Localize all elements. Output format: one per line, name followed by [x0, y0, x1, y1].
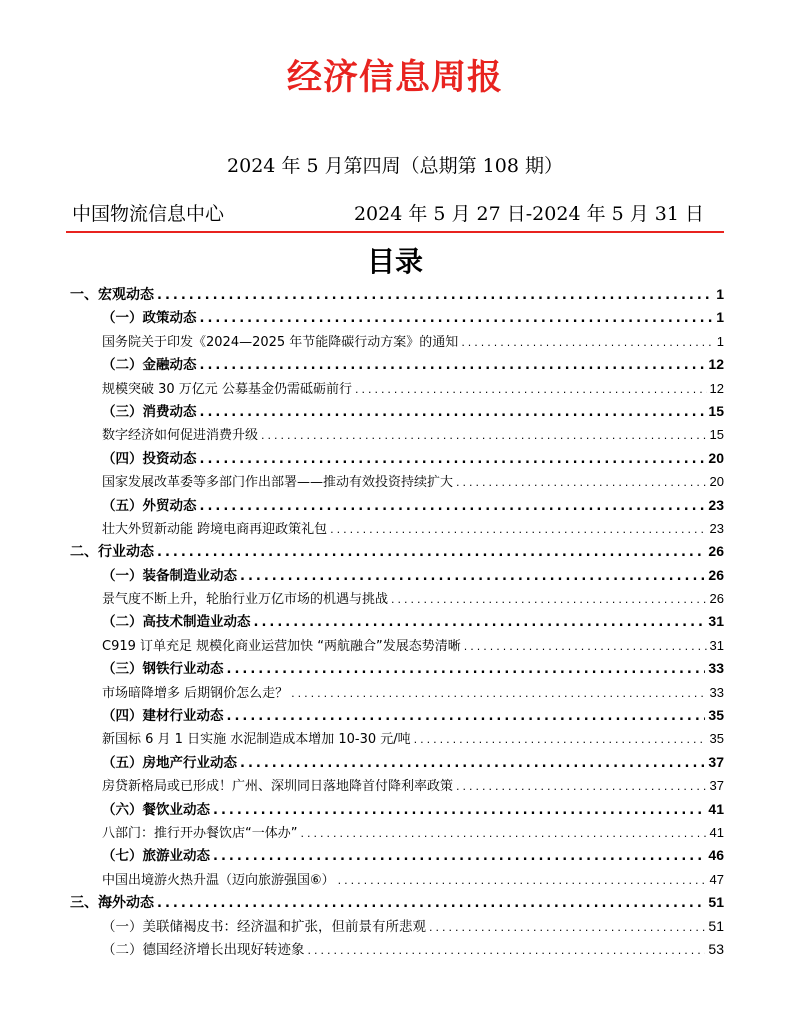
- toc-entry-text: 国家发展改革委等多部门作出部署——推动有效投资持续扩大: [102, 475, 454, 491]
- toc-entry-text: （二）金融动态: [102, 357, 197, 374]
- toc-entry-text: 市场暗降增多 后期钢价怎么走？: [102, 685, 289, 701]
- toc-entry[interactable]: [70, 330, 724, 353]
- toc-entry[interactable]: [70, 727, 724, 750]
- toc-entry-text: 八部门：推行开办餐饮店“一体办”: [102, 825, 298, 841]
- toc-entry-text: 新国标 6 月 1 日实施 水泥制造成本增加 10-30 元/吨: [102, 732, 411, 748]
- toc-entry-page: 35: [708, 707, 724, 724]
- toc-entry[interactable]: [70, 447, 724, 470]
- toc-entry-text: （六）餐饮业动态: [102, 801, 210, 818]
- toc-entry-page: 51: [708, 917, 724, 934]
- toc-entry-text: （一）装备制造业动态: [102, 567, 237, 584]
- toc-entry-page: 53: [708, 940, 724, 957]
- toc-entry-page: 33: [708, 660, 724, 677]
- toc-entry-text: 数字经济如何促进消费升级: [102, 428, 259, 444]
- toc-entry-page: 41: [708, 800, 724, 817]
- toc-entry[interactable]: [70, 494, 724, 517]
- toc-entry[interactable]: [70, 283, 724, 306]
- dot-leader: [157, 284, 713, 306]
- toc-entry[interactable]: [70, 470, 724, 493]
- toc-entry-page: 12: [709, 380, 724, 396]
- toc-entry-text: 房贷新格局或已形成！广州、深圳同日落地降首付降利率政策: [102, 779, 454, 795]
- toc-entry-page: 15: [708, 402, 724, 419]
- dot-leader: [355, 378, 707, 400]
- dot-leader: [330, 518, 706, 540]
- dot-leader: [240, 565, 705, 587]
- toc-entry-page: 37: [708, 753, 724, 770]
- toc-entry-page: 23: [709, 520, 724, 536]
- toc-entry[interactable]: [70, 891, 724, 914]
- toc-entry-page: 1: [716, 286, 724, 302]
- dot-leader: [338, 869, 707, 891]
- toc-entry-text: 三、海外动态: [70, 895, 154, 912]
- toc-entry-text: （三）消费动态: [102, 403, 197, 420]
- toc-entry-page: 12: [708, 356, 724, 373]
- dot-leader: [200, 495, 706, 517]
- toc-entry[interactable]: [70, 610, 724, 633]
- dot-leader: [300, 822, 706, 844]
- toc-entry[interactable]: [70, 353, 724, 376]
- dot-leader: [461, 331, 713, 353]
- toc-entry-page: 20: [709, 474, 724, 490]
- toc-entry[interactable]: [70, 587, 724, 610]
- toc-entry[interactable]: [70, 540, 724, 563]
- dot-leader: [261, 424, 707, 446]
- toc-entry-page: 46: [708, 847, 724, 864]
- dot-leader: [391, 588, 707, 610]
- toc-entry-text: 壮大外贸新动能 跨境电商再迎政策礼包: [102, 521, 328, 537]
- dot-leader: [456, 471, 707, 493]
- dot-leader: [213, 799, 705, 821]
- toc-entry-text: （一）政策动态: [102, 310, 197, 327]
- toc-entry[interactable]: [70, 634, 724, 657]
- toc-entry[interactable]: [70, 377, 724, 400]
- dot-leader: [227, 705, 706, 727]
- toc-entry[interactable]: [70, 400, 724, 423]
- toc-entry-text: 二、行业动态: [70, 544, 154, 561]
- toc-entry-page: 20: [708, 449, 724, 466]
- organization-name: 中国物流信息中心: [72, 203, 225, 225]
- date-range: 2024 年 5 月 27 日-2024 年 5 月 31 日: [353, 203, 704, 225]
- toc-entry-page: 26: [708, 543, 724, 560]
- issue-line: 2024 年 5 月第四周（总期第 108 期）: [227, 155, 563, 177]
- toc-entry-page: 1: [716, 309, 724, 326]
- toc-entry-text: （五）房地产行业动态: [102, 754, 237, 771]
- dot-leader: [414, 728, 707, 750]
- dot-leader: [308, 939, 706, 961]
- toc-entry-text: （七）旅游业动态: [102, 848, 210, 865]
- dot-leader: [227, 658, 706, 680]
- toc-entry-text: （四）投资动态: [102, 450, 197, 467]
- table-of-contents: [70, 283, 724, 961]
- toc-entry-text: （五）外贸动态: [102, 497, 197, 514]
- dot-leader: [200, 401, 706, 423]
- toc-entry[interactable]: [70, 517, 724, 540]
- dot-leader: [157, 892, 705, 914]
- toc-entry-text: 国务院关于印发《2024—2025 年节能降碳行动方案》的通知: [102, 334, 459, 350]
- toc-entry[interactable]: [70, 774, 724, 797]
- toc-entry-text: 规模突破 30 万亿元 公募基金仍需砥砺前行: [102, 381, 352, 397]
- toc-entry-page: 41: [709, 824, 724, 840]
- toc-entry-text: （二）德国经济增长出现好转迹象: [102, 941, 305, 958]
- dot-leader: [213, 845, 705, 867]
- toc-entry-text: （一）美联储褐皮书：经济温和扩张，但前景有所悲观: [102, 918, 426, 935]
- toc-entry[interactable]: [70, 704, 724, 727]
- toc-entry-text: 一、宏观动态: [70, 287, 154, 303]
- dot-leader: [291, 682, 706, 704]
- toc-entry-page: 26: [708, 566, 724, 583]
- toc-entry-page: 23: [708, 496, 724, 513]
- toc-entry[interactable]: [70, 564, 724, 587]
- toc-entry-page: 51: [708, 894, 724, 911]
- report-title: 经济信息周报: [286, 58, 503, 98]
- toc-entry-page: 1: [716, 333, 724, 349]
- dot-leader: [200, 448, 706, 470]
- toc-entry-page: 31: [708, 613, 724, 630]
- dot-leader: [456, 775, 707, 797]
- dot-leader: [200, 307, 714, 329]
- toc-entry-text: （三）钢铁行业动态: [102, 661, 224, 678]
- toc-entry-text: （二）高技术制造业动态: [102, 614, 251, 631]
- dot-leader: [200, 354, 706, 376]
- toc-entry-page: 47: [709, 871, 724, 887]
- toc-entry-page: 15: [709, 427, 724, 443]
- header-divider: [66, 231, 724, 233]
- toc-entry-page: 26: [709, 591, 724, 607]
- toc-entry-page: 35: [709, 731, 724, 747]
- toc-entry[interactable]: [70, 306, 724, 329]
- toc-entry[interactable]: [70, 751, 724, 774]
- toc-entry-page: 37: [709, 778, 724, 794]
- dot-leader: [254, 611, 706, 633]
- dot-leader: [464, 635, 707, 657]
- toc-entry[interactable]: [70, 821, 724, 844]
- toc-entry-page: 33: [709, 684, 724, 700]
- toc-entry[interactable]: [70, 681, 724, 704]
- dot-leader: [157, 541, 705, 563]
- toc-entry-text: 景气度不断上升，轮胎行业万亿市场的机遇与挑战: [102, 592, 389, 608]
- toc-entry[interactable]: [70, 423, 724, 446]
- dot-leader: [429, 916, 705, 938]
- toc-title: 目录: [366, 245, 423, 278]
- toc-entry[interactable]: [70, 844, 724, 867]
- dot-leader: [240, 752, 705, 774]
- toc-entry-text: 中国出境游火热升温（迈向旅游强国⑥）: [102, 872, 335, 888]
- toc-entry[interactable]: [70, 868, 724, 891]
- toc-entry-text: （四）建材行业动态: [102, 708, 224, 725]
- toc-entry[interactable]: [70, 657, 724, 680]
- toc-entry[interactable]: [70, 938, 724, 961]
- toc-entry-page: 31: [709, 637, 724, 653]
- toc-entry-text: C919 订单充足 规模化商业运营加快 “两航融合”发展态势清晰: [102, 638, 461, 654]
- toc-entry[interactable]: [70, 798, 724, 821]
- toc-entry[interactable]: [70, 915, 724, 938]
